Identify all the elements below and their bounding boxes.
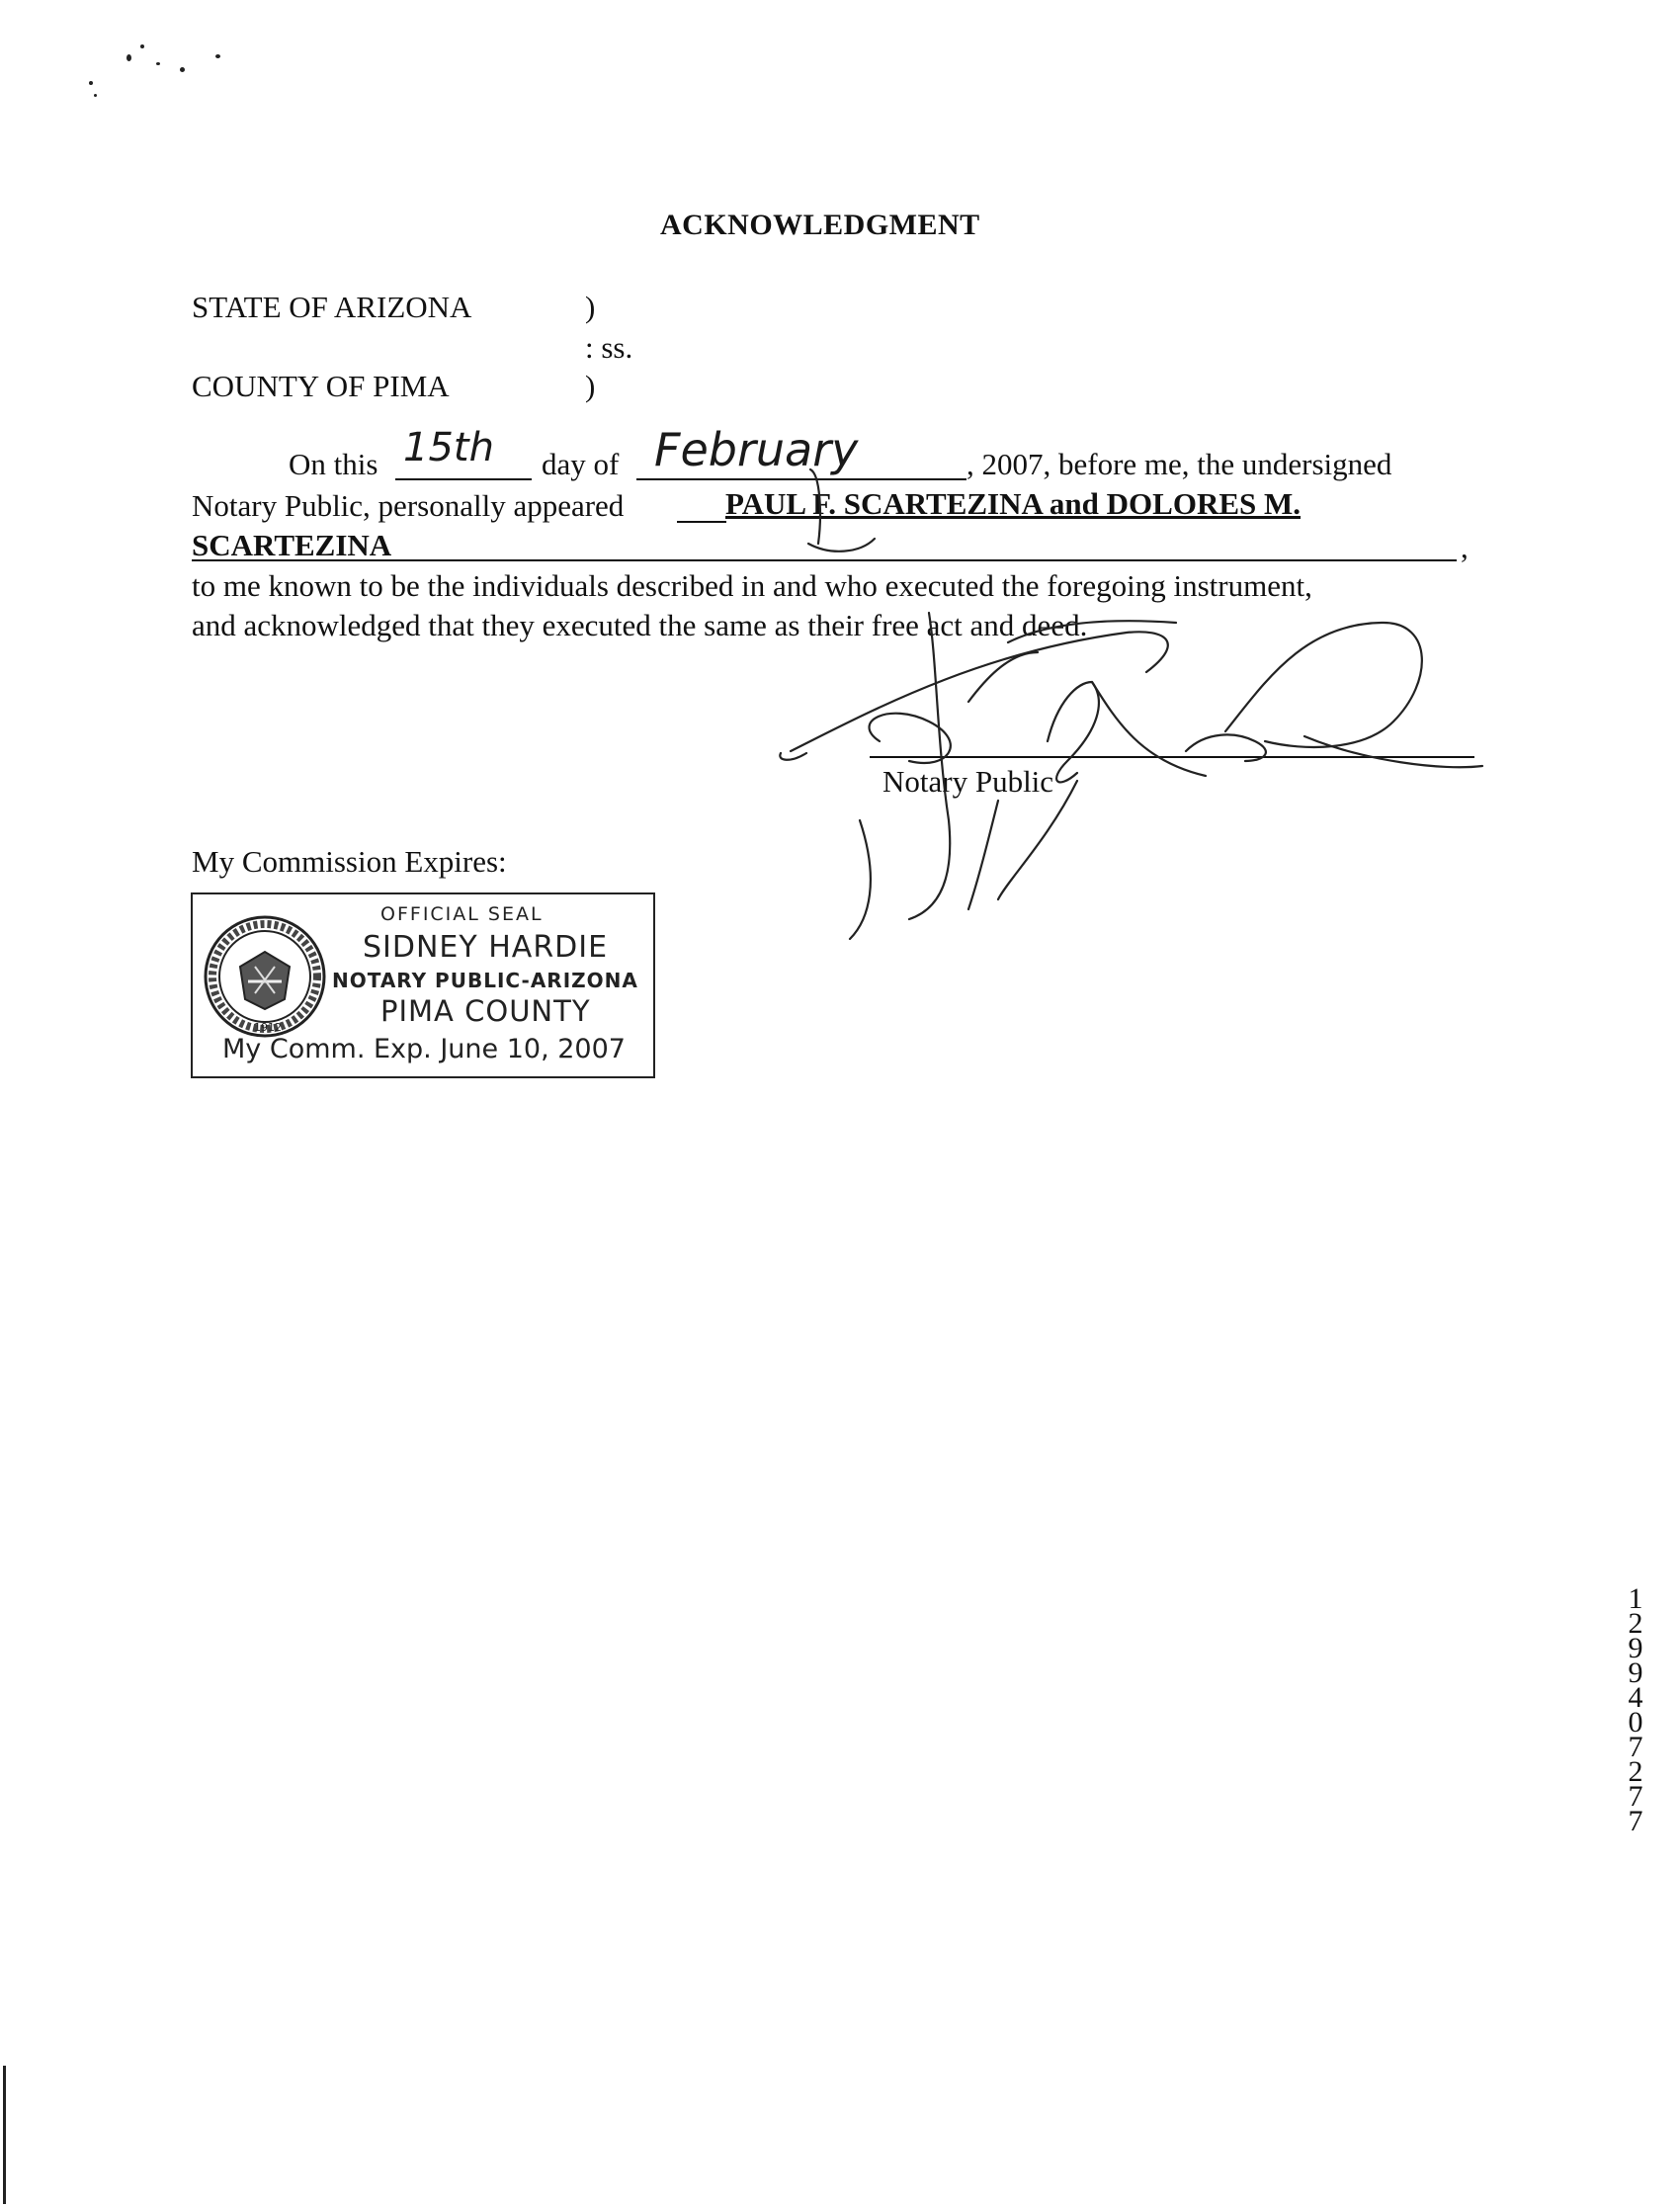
venue-state: STATE OF ARIZONA (192, 290, 472, 324)
scan-speck (3, 2066, 6, 2204)
day-of-label: day of (542, 447, 620, 481)
scan-speck (126, 54, 131, 61)
body-line-5: and acknowledged that they executed the same as their free act and deed. (192, 608, 1088, 642)
appeared-label: Notary Public, personally appeared (192, 488, 625, 523)
seal-title: OFFICIAL SEAL (380, 903, 544, 925)
venue-paren: ) (585, 290, 596, 324)
handwritten-month: February (654, 423, 859, 476)
seal-notary-name: SIDNEY HARDIE (363, 930, 609, 965)
appeared-names-cont: SCARTEZINA (192, 528, 392, 562)
body-line-4: to me known to be the individuals described in and who executed the foregoing instrument, (192, 568, 1312, 603)
seal-emblem-year: 1912 (254, 1021, 282, 1034)
scan-speck (156, 62, 160, 65)
year-clause: , 2007, before me, the undersigned (966, 447, 1392, 481)
document-title: ACKNOWLEDGMENT (660, 209, 980, 241)
official-seal-stamp (191, 892, 655, 1078)
seal-notary-role: NOTARY PUBLIC-ARIZONA (332, 969, 638, 992)
recording-number: 12994 07277 (1628, 1582, 1643, 1837)
seal-expiration: My Comm. Exp. June 10, 2007 (222, 1034, 626, 1064)
scan-speck (140, 44, 144, 48)
venue-paren: ) (585, 369, 596, 403)
appeared-names: PAUL F. SCARTEZINA and DOLORES M. (725, 486, 1302, 521)
notary-signature (751, 326, 1502, 939)
scan-speck (215, 54, 220, 58)
signature-caption: Notary Public (882, 764, 1054, 799)
names-blank-line (677, 521, 726, 523)
venue-county: COUNTY OF PIMA (192, 369, 450, 403)
names-comma: , (1461, 530, 1469, 564)
scan-speck (89, 81, 93, 85)
day-blank-line (395, 478, 532, 480)
scan-speck (180, 67, 185, 72)
on-this-label: On this (289, 447, 378, 481)
venue-ss: : ss. (585, 330, 633, 365)
handwritten-day: 15th (403, 425, 494, 470)
scan-speck (94, 94, 97, 97)
seal-county: PIMA COUNTY (380, 994, 591, 1028)
commission-label: My Commission Expires: (192, 844, 507, 879)
